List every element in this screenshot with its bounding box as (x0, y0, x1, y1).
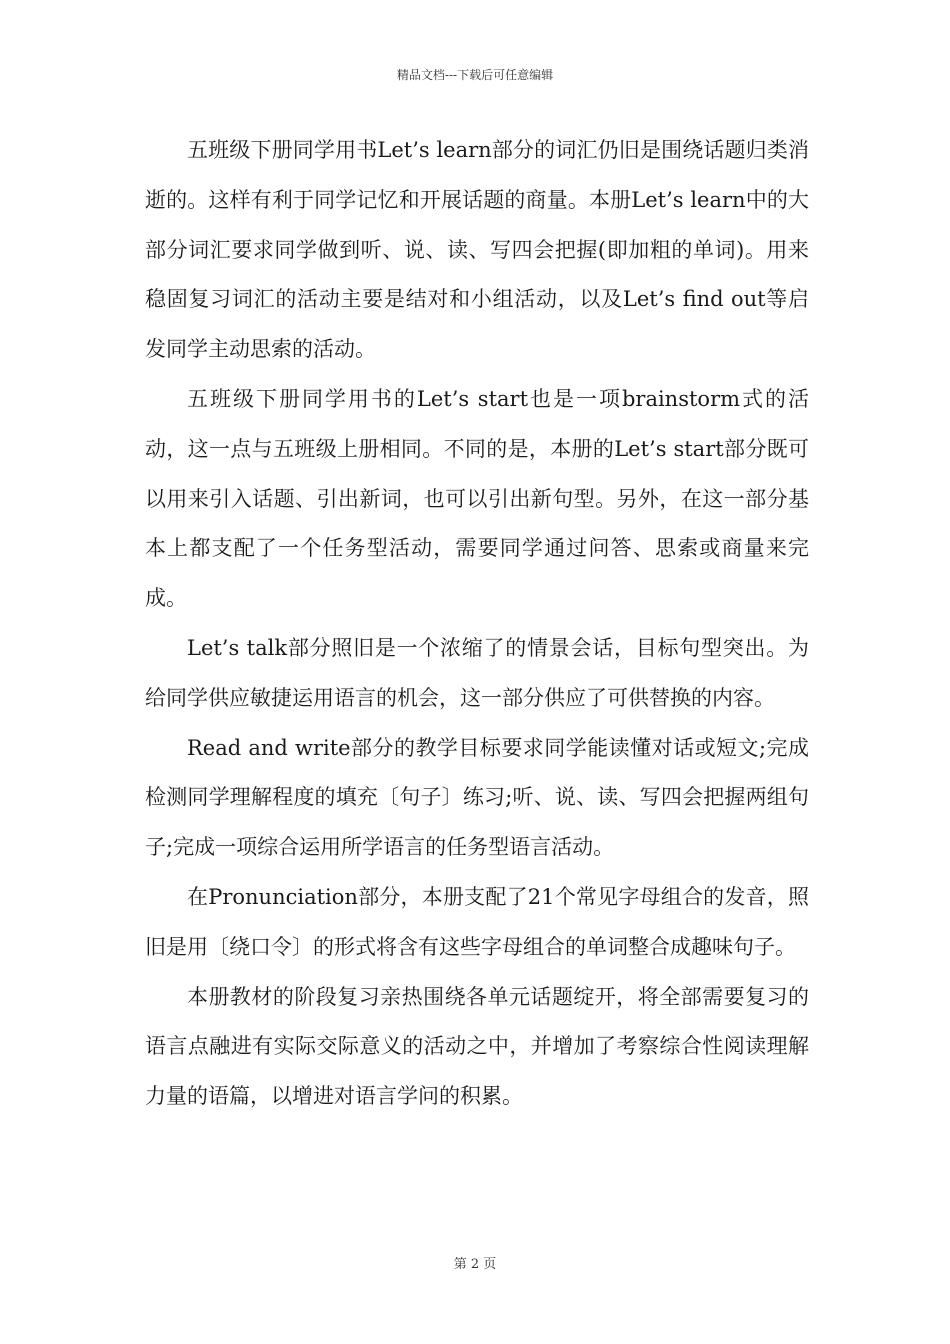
document-body (145, 126, 809, 1122)
paragraph-read-and-write: Read and write部分的教学目标要求同学能读懂对话或短文;完成检测同学理解程度的填充〔句子〕练习;听、说、读、写四会把握两组句子;完成一项综合运用所学语言的任务型语言活动。 (145, 735, 809, 860)
paragraph-review: 本册教材的阶段复习亲热围绕各单元话题绽开，将全部需要复习的语言点融进有实际交际意义的活动之中，并增加了考察综合性阅读理解力量的语篇，以增进对语言学问的积累。 (145, 984, 809, 1109)
paragraph-lets-learn: 五班级下册同学用书Let’s learn部分的词汇仍旧是围绕话题归类消逝的。这样有利于同学记忆和开展话题的商量。本册Let’s learn中的大部分词汇要求同学做到听、说、读、写四会把握(即加粗的单词)。用来稳固复习词汇的活动主要是结对和小组活动，以及Let’s find out等启发同学主动思索的活动。 (145, 138, 809, 362)
paragraph-pronunciation: 在Pronunciation部分，本册支配了21个常见字母组合的发音，照旧是用〔绕口令〕的形式将含有这些字母组合的单词整合成趣味句子。 (145, 884, 809, 959)
paragraph-lets-start: 五班级下册同学用书的Let’s start也是一项brainstorm式的活动，这一点与五班级上册相同。不同的是，本册的Let’s start部分既可以用来引入话题、引出新词，也可以引出新句型。另外，在这一部分基本上都支配了一个任务型活动，需要同学通过问答、思索或商量来完成。 (145, 386, 809, 611)
paragraph-lets-talk: Let’s talk部分照旧是一个浓缩了的情景会话，目标句型突出。为给同学供应敏捷运用语言的机会，这一部分供应了可供替换的内容。 (145, 635, 809, 710)
page-header: 精品文档---下载后可任意编辑 (396, 68, 554, 82)
page-number: 第 2 页 (453, 1257, 497, 1272)
